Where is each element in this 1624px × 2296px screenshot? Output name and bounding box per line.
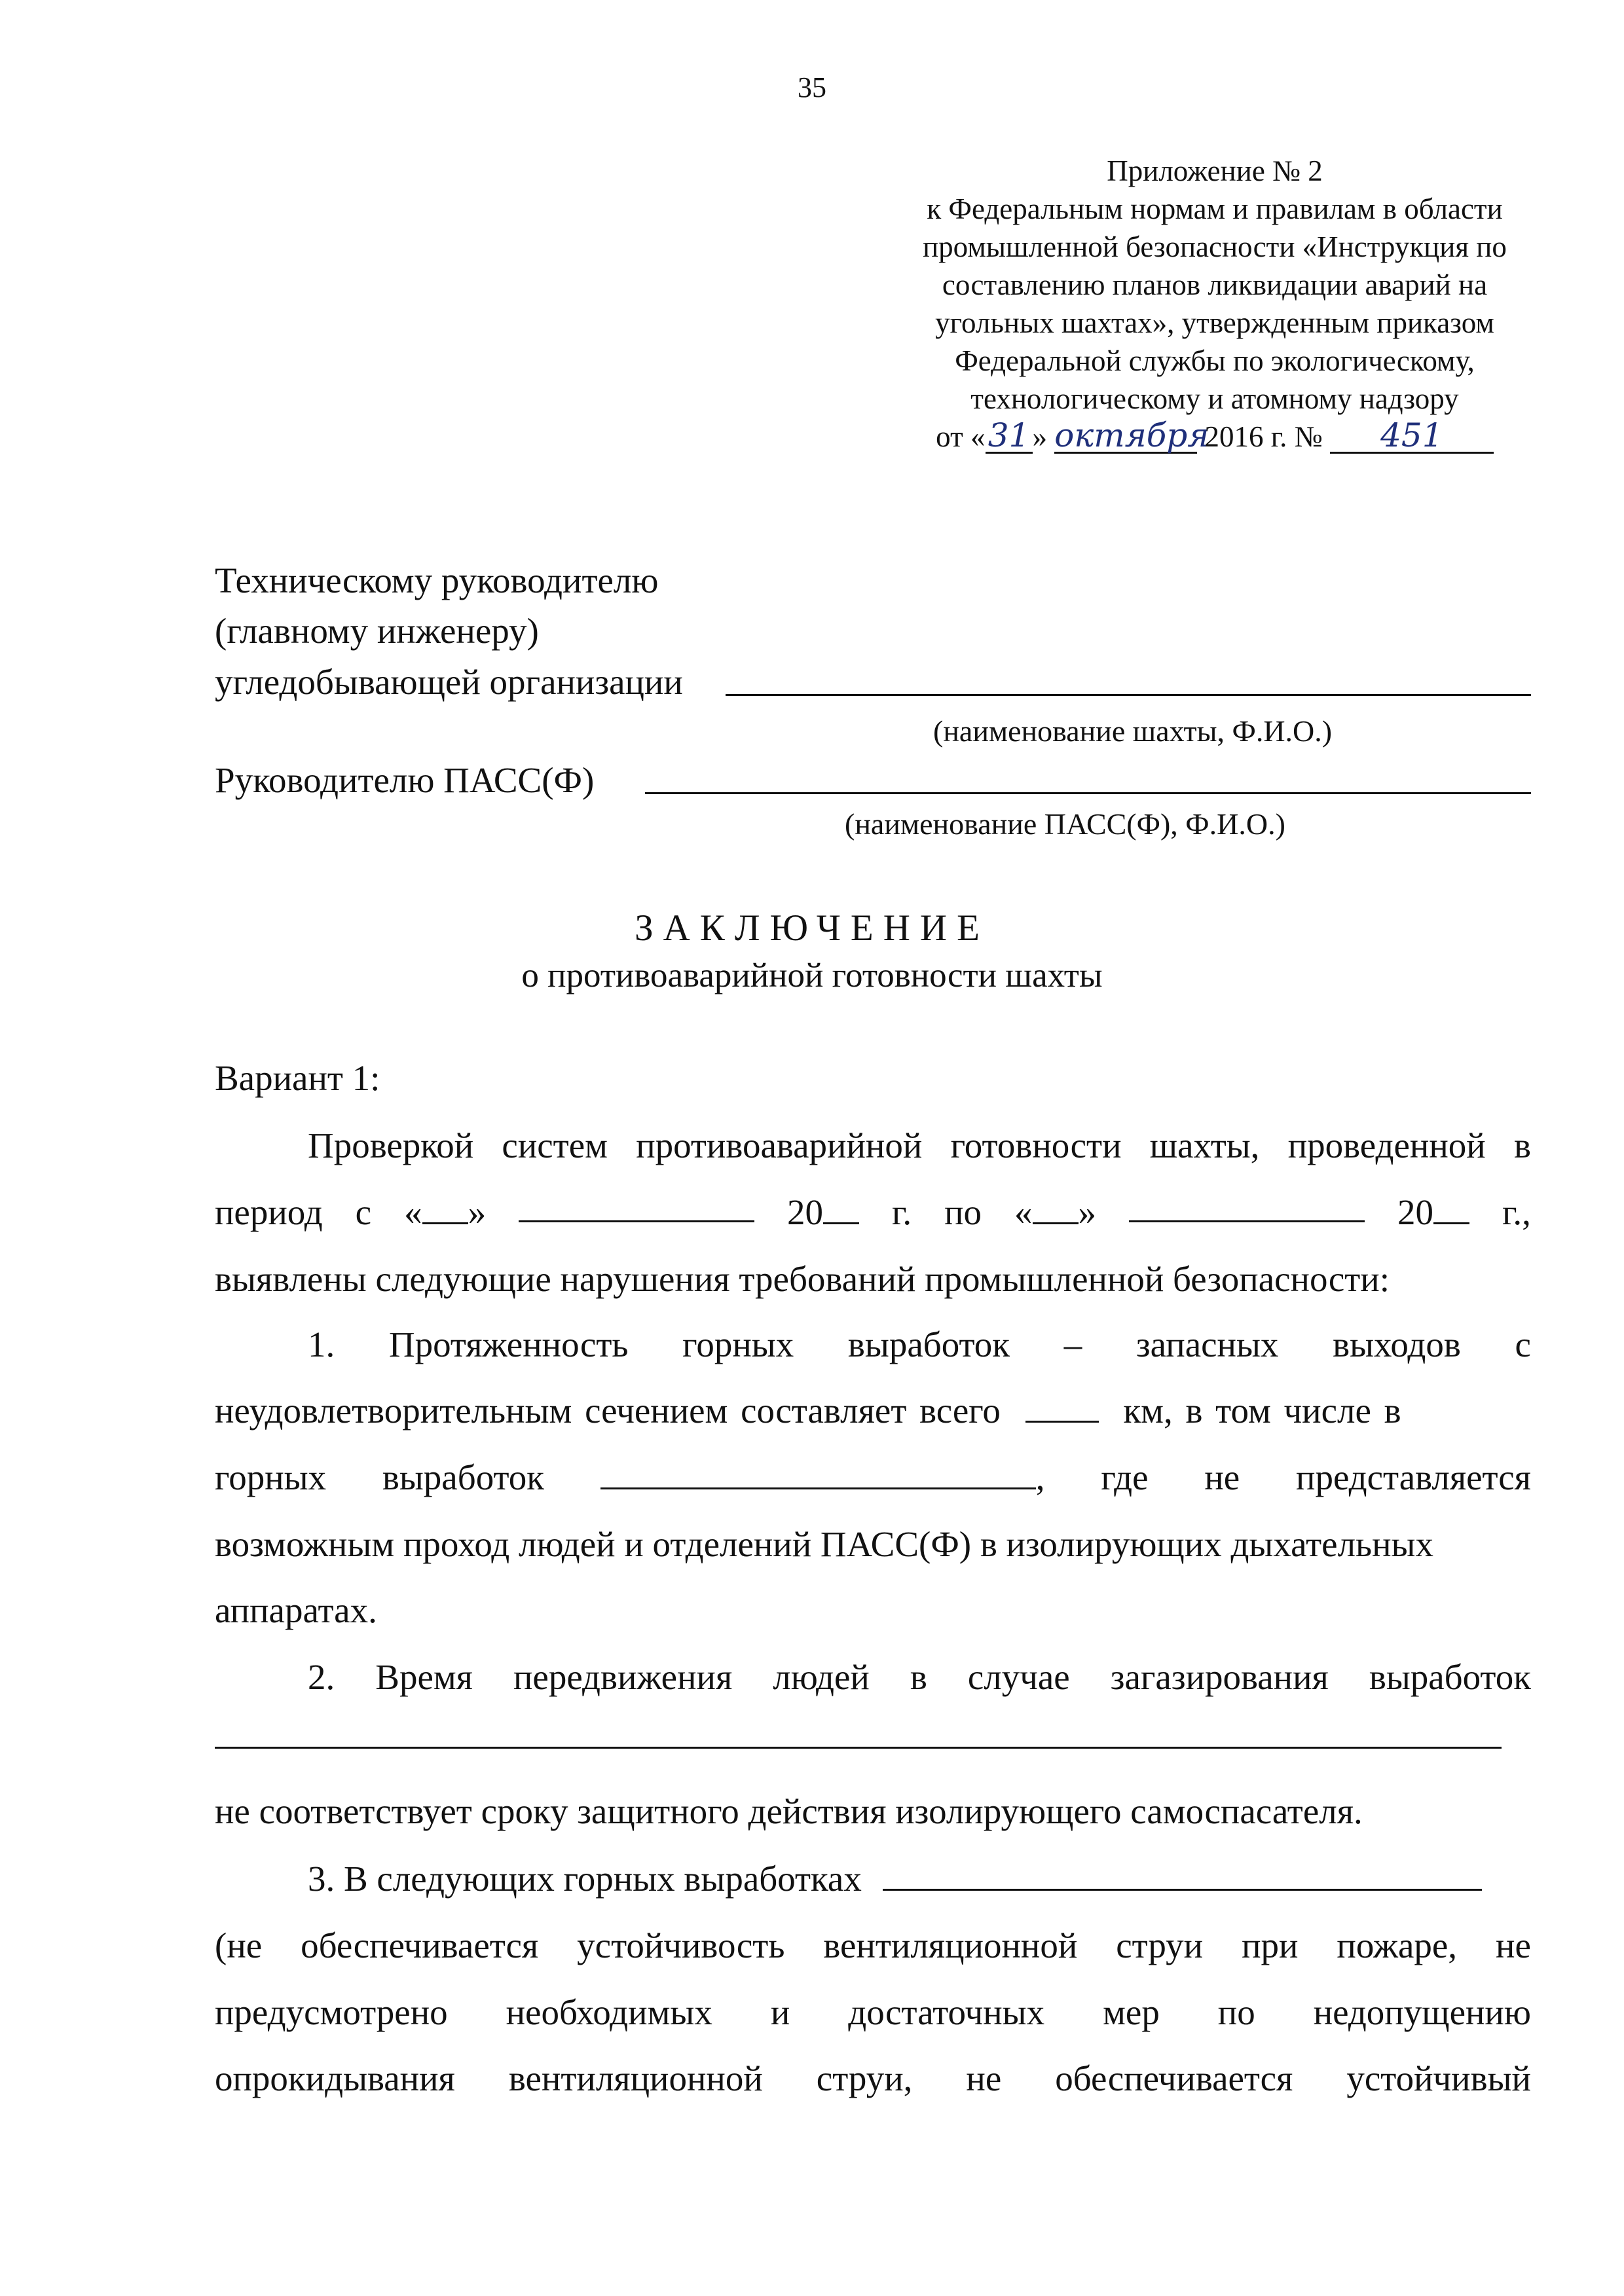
handwritten-month: октября [1054,416,1209,454]
date-quote-close: » [1032,420,1047,453]
pass-name-caption: (наименование ПАСС(Ф), Ф.И.О.) [845,807,1285,841]
quote-close: » [468,1192,487,1232]
word: мер [1103,1992,1160,2032]
date-year: 2016 г. № [1204,420,1323,453]
appendix-line: угольных шахтах», утвержденным приказом [935,306,1494,339]
word: горных [215,1457,327,1497]
appendix-line: промышленной безопасности «Инструкция по [923,230,1507,263]
word: случае [967,1657,1070,1697]
appendix-line: Приложение № 2 [1107,155,1323,187]
word: 1. [308,1324,335,1364]
end-year-blank [1433,1194,1469,1224]
word: г., [1502,1192,1531,1232]
word: вентиляционной [508,2058,763,2098]
word: обеспечивается [301,1925,539,1965]
paragraph-1-line-1 [308,1125,1531,1166]
word: период [215,1192,323,1232]
date-prefix: от « [936,420,986,453]
word: выработок [1369,1657,1531,1697]
item-1-line-5: аппаратах. [215,1590,377,1630]
variant-label: Вариант 1: [215,1058,380,1098]
word: вентиляционной [823,1925,1078,1965]
length-blank [1025,1392,1099,1423]
word: Время [375,1657,473,1697]
start-day [404,1192,486,1233]
end-day-blank [1033,1194,1079,1224]
paragraph-1-line-3: выявлены следующие нарушения требований промышленной безопасности: [215,1259,1390,1299]
word: людей [773,1657,870,1697]
addressee-line-2: (главному инженеру) [215,611,539,651]
paragraph-1-line-2 [215,1192,1531,1233]
word: Протяженность [388,1324,629,1364]
word: с [355,1192,372,1232]
word: не [966,2058,1002,2098]
word: с [1515,1324,1531,1364]
start-year-blank [823,1194,859,1224]
word: противоаварийной [636,1125,923,1165]
addressee-line-3: угледобывающей организации [215,662,683,702]
appendix-line: технологическому и атомному надзору [970,382,1459,415]
appendix-date-line [871,418,1559,456]
word: запасных [1135,1324,1279,1364]
word: устойчивый [1346,2058,1531,2098]
mine-name-caption: (наименование шахты, Ф.И.О.) [933,714,1333,748]
word: 2. [308,1657,335,1697]
item-3-line-1 [308,1858,1531,1899]
item-1-line-3 [215,1457,1531,1498]
document-title: ЗАКЛЮЧЕНИЕ [635,907,989,949]
word: струи [1116,1925,1204,1965]
word: – [1063,1324,1082,1364]
handwritten-day: 31 [986,419,1033,454]
page-number: 35 [798,71,826,103]
appendix-line: Федеральной службы по экологическому, [955,344,1475,377]
word: и [770,1992,790,2032]
word: струи, [816,2058,913,2098]
item-1-line-2 [215,1390,1531,1431]
word: в [910,1657,927,1697]
start-month-blank [519,1192,754,1222]
appendix-header [871,152,1559,456]
item-3-line-4 [215,2058,1531,2099]
word: по [1217,1992,1255,2032]
addressee-line-1: Техническому руководителю [215,560,659,600]
word: выработок [847,1324,1010,1364]
end-month-blank [1129,1192,1365,1222]
item-1-line-4: возможным проход людей и отделений ПАСС(Ф) в изолирующих дыхательных [215,1524,1434,1564]
item-2-line-1 [308,1656,1531,1698]
word: недопущению [1313,1992,1531,2032]
workings-list [600,1457,1045,1498]
text: 3. В следующих горных выработках [308,1859,862,1899]
word: где [1101,1457,1149,1497]
end-day [1014,1192,1096,1233]
word: необходимых [506,1992,712,2032]
word: не [1204,1457,1240,1497]
year-prefix: 20 [787,1192,824,1232]
word: Проверкой [308,1125,474,1165]
word: загазирования [1110,1657,1329,1697]
word: шахты, [1149,1125,1260,1165]
word: проведенной [1287,1125,1486,1165]
text: неудовлетворительным сечением составляет всего [215,1391,1001,1430]
mine-name-blank [726,694,1531,696]
word: не [1496,1925,1531,1965]
addressee-line-4: Руководителю ПАСС(Ф) [215,760,595,800]
word: обеспечивается [1055,2058,1293,2098]
end-year [1397,1192,1469,1233]
appendix-line: составлению планов ликвидации аварий на [942,268,1488,301]
start-day-blank [422,1194,468,1224]
word: достаточных [848,1992,1045,2032]
item-3-line-3 [215,1992,1531,2033]
word: пожаре, [1337,1925,1458,1965]
word: опрокидывания [215,2058,455,2098]
word: в [1513,1125,1531,1165]
word: (не [215,1925,263,1965]
pass-name-blank [645,792,1531,794]
word: горных [682,1324,794,1364]
word: представляется [1296,1457,1531,1497]
word: при [1242,1925,1299,1965]
appendix-line: к Федеральным нормам и правилам в области [927,192,1503,225]
item-2-line-3: не соответствует сроку защитного действия изолирующего самоспасателя. [215,1791,1363,1831]
word: систем [502,1125,608,1165]
quote-open: « [404,1192,422,1232]
year-prefix: 20 [1397,1192,1434,1232]
item-1-line-1 [308,1324,1531,1365]
workings-blank-line [215,1747,1502,1749]
word: выработок [382,1457,544,1497]
word: передвижения [513,1657,733,1697]
comma: , [1035,1457,1045,1497]
word: устойчивость [577,1925,785,1965]
start-year [787,1192,859,1233]
workings-blank [883,1860,1482,1891]
item-3-line-2 [215,1925,1531,1966]
quote-close: » [1078,1192,1097,1232]
quote-open: « [1014,1192,1033,1232]
text: км, в том числе в [1123,1391,1401,1430]
document-subtitle: о противоаварийной готовности шахты [521,957,1103,994]
workings-blank [600,1459,1036,1489]
word: по [944,1192,982,1232]
word: готовности [950,1125,1122,1165]
handwritten-order-number: 451 [1330,419,1494,454]
word: предусмотрено [215,1992,448,2032]
word: выходов [1333,1324,1461,1364]
word: г. [892,1192,912,1232]
